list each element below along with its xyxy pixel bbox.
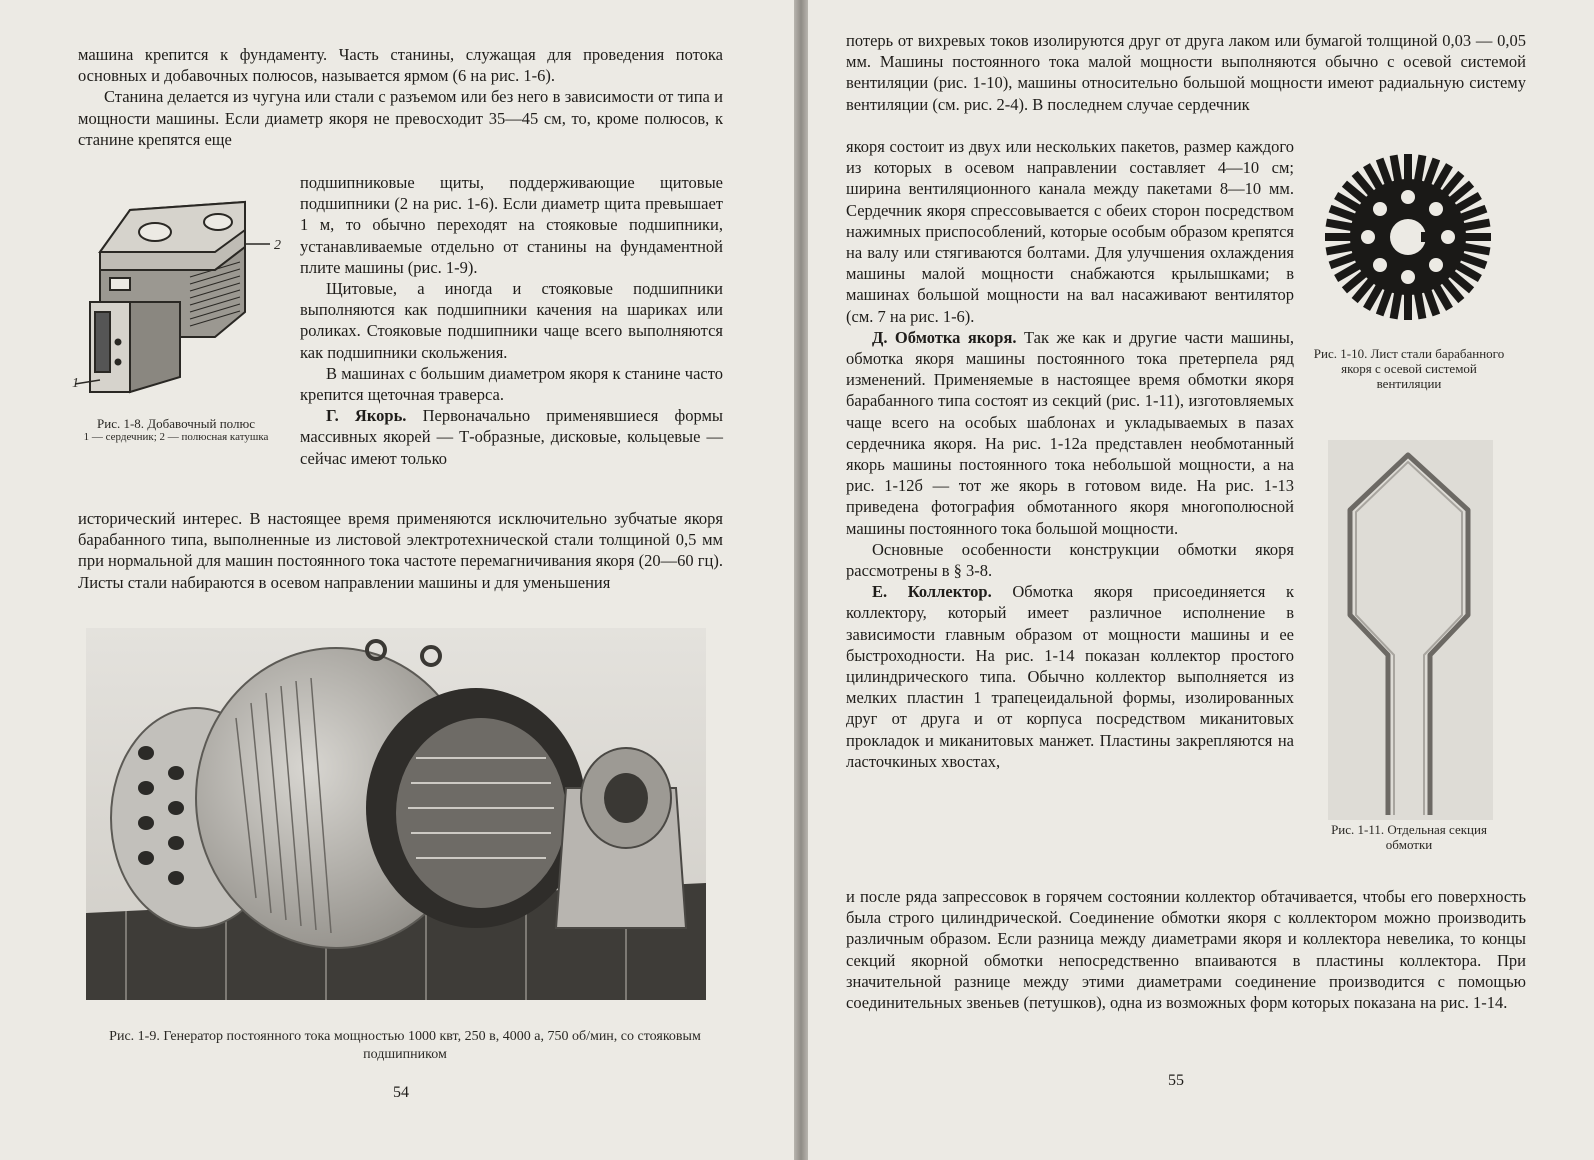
page-number-left: 54 <box>393 1084 409 1101</box>
fig-1-11-coil-section <box>1328 440 1493 820</box>
fig-1-8-pole-drawing <box>70 192 295 402</box>
left-para-5: исторический интерес. В настоящее время применяются исключительно зубчатые якоря барабанного типа, выполненные из листовой электротехнической стали толщиной 0,5 мм при нормальной для машин постоянного тока частоте перемагничивания якоря (20—60 гц). Листы стали набираются в осевом направлении машины и для уменьшения <box>78 509 723 592</box>
left-para-4: В машинах с большим диаметром якоря к станине часто крепится щеточная траверса. <box>300 363 723 405</box>
section-d-heading: Д. Обмотка якоря. <box>872 327 1017 347</box>
left-para-1: машина крепится к фундаменту. Часть станины, служащая для проведения потока основных и добавочных полюсов, называется ярмом (6 на рис. 1-6). Станина делается из чугуна или стали с разъемом или без него в зависимости от типа и мощности машины. Если диаметр якоря не превосходит 35—45 см, то, кроме полюсов, к станине крепятся еще <box>78 45 723 149</box>
left-para-2b: подшипниковые щиты, поддерживающие щитовые подшипники (2 на рис. 1-6). Если диаметр щита превышает 1 м, то обычно переходят на стояковые подшипники, устанавливаемые отдельно от станины на фундаментной плите машины (рис. 1-9). <box>300 173 723 277</box>
right-para-1: потерь от вихревых токов изолируются друг от друга лаком или бумагой толщиной 0,03 — 0,05 мм. Машины постоянного тока малой мощности выполняются обычно с осевой системой вентиляции (рис. 1-10), машины относительно большой мощности имеют радиальную систему вентиляции (см. рис. 2-4). В последнем случае сердечник <box>846 31 1526 114</box>
book-gutter <box>794 0 808 1160</box>
page-number-right: 55 <box>1168 1072 1184 1089</box>
left-para-2a: Станина делается из чугуна или стали с разъемом или без него в зависимости от типа и мощности машины. Если диаметр якоря не превосходит 35—45 см, то, кроме полюсов, к станине крепятся еще <box>78 87 723 149</box>
fig-1-9-caption: Рис. 1-9. Генератор постоянного тока мощностью 1000 квт, 250 в, 4000 а, 750 об/мин, со стояковым подшипником <box>109 1029 701 1062</box>
fig-1-8-label-2: 2 <box>274 238 281 253</box>
left-para-2b-block <box>300 172 723 469</box>
right-para-2: якоря состоит из двух или нескольких пакетов, размер каждого из которых в осевом направлении составляет 4—10 см; ширина вентиляционного канала между пакетами 8—10 мм. Сердечник якоря спрессовывается с обеих сторон посредством нажимных приспособлений, которые особым образом крепятся на валу или стягиваются болтами. Для улучшения охлаждения машины малой мощности снабжаются крылышками; в машинах большой мощности на вал насаживают вентилятор (см. 7 на рис. 1-6). <box>846 137 1294 326</box>
right-para-3: Основные особенности конструкции обмотки якоря рассмотрены в § 3-8. <box>846 539 1294 581</box>
right-section-d <box>846 327 1294 539</box>
fig-1-8-caption-block <box>76 416 276 444</box>
fig-1-8-legend: 1 — сердечник; 2 — полюсная катушка <box>83 431 269 443</box>
fig-1-8-caption: Рис. 1-8. Добавочный полюс <box>97 416 255 431</box>
right-column-block <box>846 136 1294 772</box>
section-e-text: Обмотка якоря присоединяется к коллектору, который имеет различное исполнение в зависимости главным образом от мощности машины и ее быстроходности. На рис. 1-14 показан коллектор простого цилиндрического типа. Обычно коллектор выполняется из мелких пластин 1 трапецеидальной формы, изолированных друг от друга и от корпуса посредством миканитовых прокладок и миканитовых манжет. Пластины закрепляются на ласточкиных хвостах, <box>846 582 1295 771</box>
section-e-heading: Е. Коллектор. <box>872 582 992 602</box>
fig-1-8-label-1: 1 <box>72 376 79 391</box>
section-g-heading: Г. Якорь. <box>326 406 407 426</box>
section-g-text: Первоначально применявшиеся формы массивных якорей — Т-образные, дисковые, кольцевые — сейчас имеют только <box>300 406 723 468</box>
section-d-text: Так же как и другие части машины, обмотка якоря машины постоянного тока претерпела ряд изменений. Применяемые в настоящее время обмотки якоря барабанного типа состоят из секций (рис. 1-11), изготовляемых чаще всего на особых шаблонах и укладываемых в пазах сердечника якоря. На рис. 1-12а представлен необмотанный якорь машины постоянного тока небольшой мощности, а на рис. 1-12б — тот же якорь в готовом виде. На рис. 1-13 приведена фотография обмотанного якоря многополюсной машины постоянного тока большой мощности. <box>846 327 1295 538</box>
right-page <box>808 0 1594 1160</box>
left-section-g <box>300 405 723 469</box>
fig-1-9-generator-photo <box>86 628 706 1000</box>
right-para-4: и после ряда запрессовок в горячем состоянии коллектор обтачивается, чтобы его поверхность была строго цилиндрической. Соединение обмотки якоря с коллектором можно производить различным образом. Если разница между диаметрами якоря и коллектора невелика, то концы секций якорной обмотки непосредственно впаиваются в пластины коллектора. При значительной разнице между этими диаметрами соединение производится с помощью соединительных звеньев (петушков), одна из возможных форм которых показана на рис. 1-14. <box>846 887 1526 1013</box>
fig-1-10-caption: Рис. 1-10. Лист стали барабанного якоря с осевой системой вентиляции <box>1313 346 1505 391</box>
fig-1-10-lamination-disc <box>1323 152 1493 322</box>
left-page <box>0 0 794 1160</box>
fig-1-11-caption: Рис. 1-11. Отдельная секция обмотки <box>1331 822 1487 852</box>
right-section-e <box>846 581 1294 772</box>
left-para-3: Щитовые, а иногда и стояковые подшипники выполняются как подшипники качения на шариках или роликах. Стояковые подшипники чаще всего выполняются как подшипники скольжения. <box>300 279 723 362</box>
